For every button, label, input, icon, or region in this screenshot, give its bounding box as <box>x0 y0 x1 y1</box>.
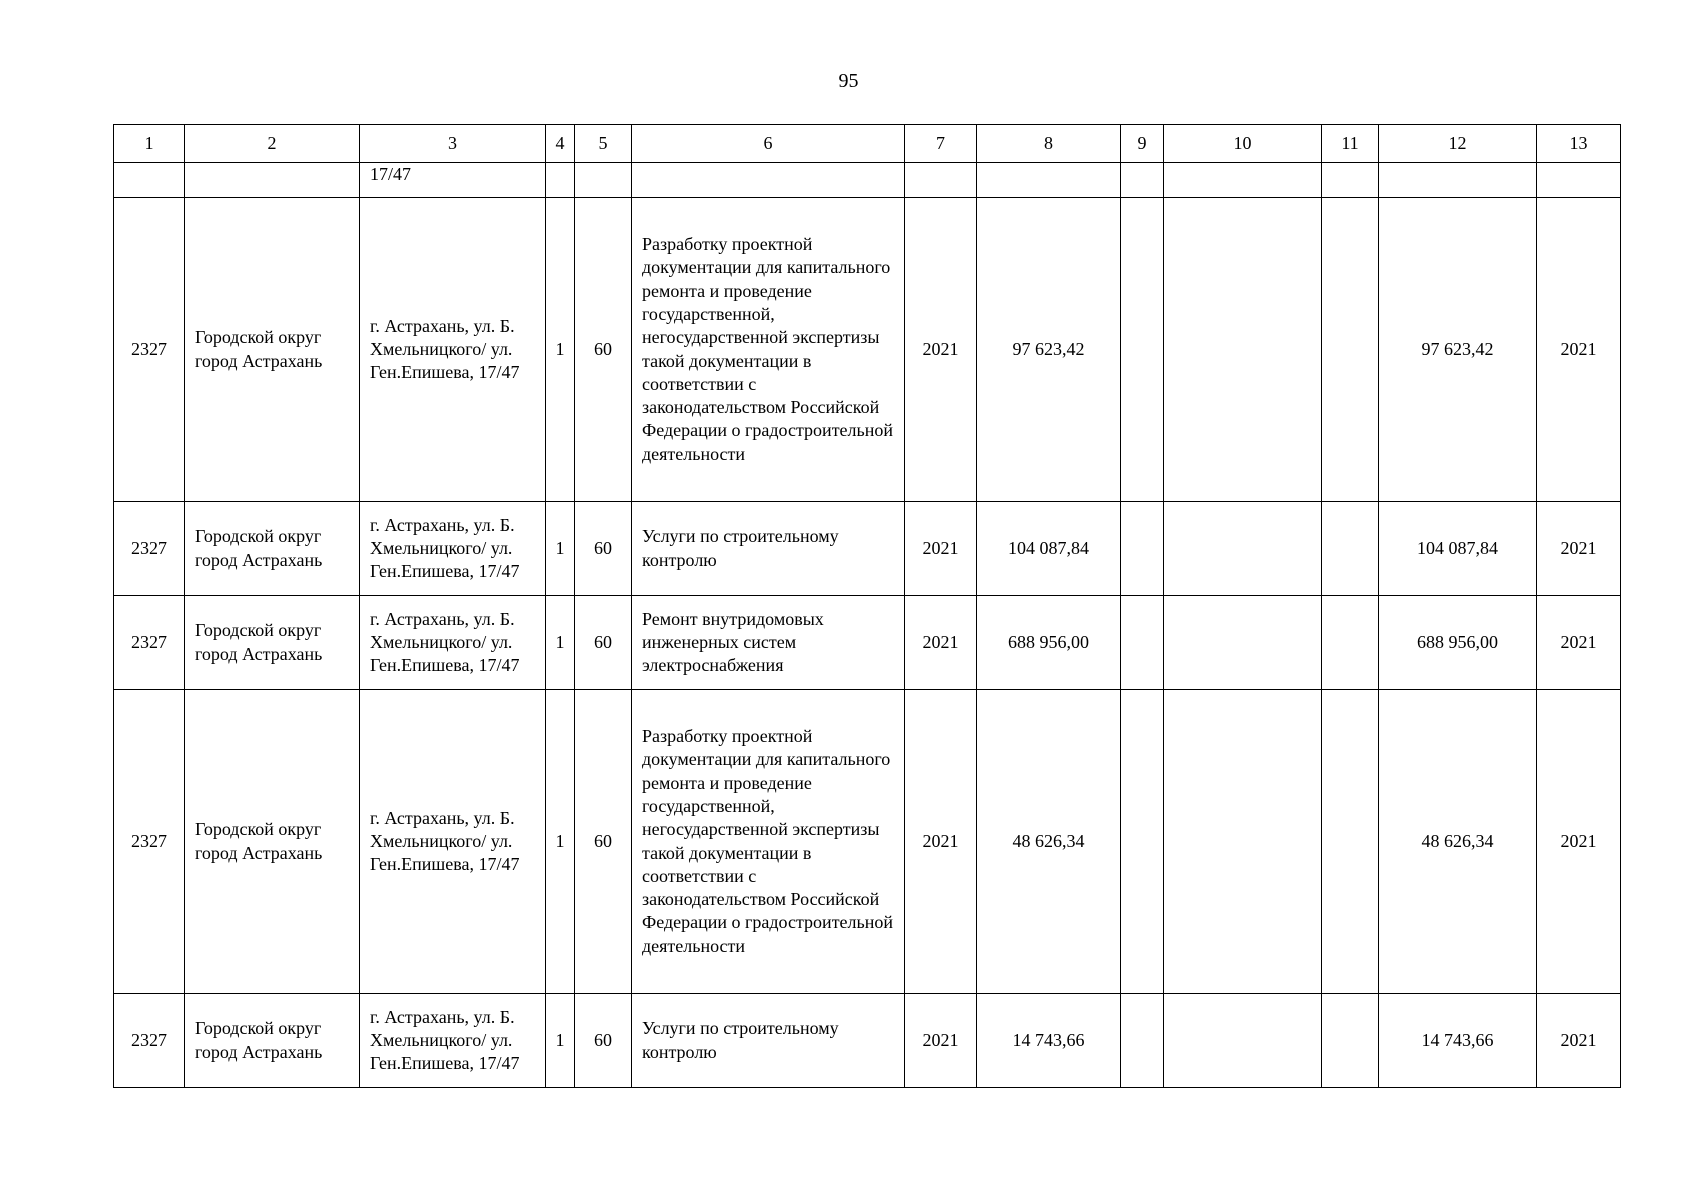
table-cell <box>1121 502 1164 596</box>
amount-cell: 48 626,34 <box>977 690 1121 994</box>
table-cell <box>1164 502 1322 596</box>
table-cell <box>1121 994 1164 1088</box>
table-row <box>114 502 1621 596</box>
header-cell: 6 <box>632 125 905 163</box>
amount-cell: 48 626,34 <box>1379 690 1537 994</box>
table-cell <box>1537 163 1621 198</box>
continuation-row <box>114 163 1621 198</box>
header-cell: 2 <box>185 125 360 163</box>
table-cell: 1 <box>546 994 575 1088</box>
page-number: 95 <box>838 70 859 92</box>
table-row <box>114 596 1621 690</box>
table-row <box>114 994 1621 1088</box>
table-cell <box>1322 690 1379 994</box>
year-cell: 2021 <box>1537 994 1621 1088</box>
address-cell: г. Астрахань, ул. Б. Хмельницкого/ ул. Ген.Епишева, 17/47 <box>360 596 546 690</box>
municipality-cell: Городской округ город Астрахань <box>185 994 360 1088</box>
work-type-cell: Разработку проектной документации для капитального ремонта и проведение государственной, негосударственной экспертизы такой документации в соответствии с законодательством Российской Федерации о градостроительной деятельности <box>632 198 905 502</box>
table-cell <box>1121 198 1164 502</box>
row-number-cell: 2327 <box>114 198 185 502</box>
year-cell: 2021 <box>905 596 977 690</box>
municipality-cell: Городской округ город Астрахань <box>185 596 360 690</box>
header-cell: 4 <box>546 125 575 163</box>
address-cell: г. Астрахань, ул. Б. Хмельницкого/ ул. Ген.Епишева, 17/47 <box>360 690 546 994</box>
table-cell <box>632 163 905 198</box>
table-cell <box>977 163 1121 198</box>
header-cell: 9 <box>1121 125 1164 163</box>
address-cell: г. Астрахань, ул. Б. Хмельницкого/ ул. Ген.Епишева, 17/47 <box>360 502 546 596</box>
year-cell: 2021 <box>905 198 977 502</box>
table-cell: 1 <box>546 596 575 690</box>
table-cell: 60 <box>575 198 632 502</box>
header-cell: 13 <box>1537 125 1621 163</box>
amount-cell: 688 956,00 <box>1379 596 1537 690</box>
amount-cell: 14 743,66 <box>977 994 1121 1088</box>
table-cell <box>1322 163 1379 198</box>
table-cell <box>1121 690 1164 994</box>
header-cell: 12 <box>1379 125 1537 163</box>
table-cell <box>1379 163 1537 198</box>
address-cell: г. Астрахань, ул. Б. Хмельницкого/ ул. Ген.Епишева, 17/47 <box>360 198 546 502</box>
table-cell <box>905 163 977 198</box>
table-cell <box>1121 163 1164 198</box>
row-number-cell: 2327 <box>114 596 185 690</box>
table-cell: 1 <box>546 502 575 596</box>
municipality-cell: Городской округ город Астрахань <box>185 198 360 502</box>
header-row <box>114 125 1621 163</box>
work-type-cell: Услуги по строительному контролю <box>632 502 905 596</box>
table-cell <box>1322 198 1379 502</box>
table-cell <box>1164 994 1322 1088</box>
amount-cell: 97 623,42 <box>1379 198 1537 502</box>
amount-cell: 104 087,84 <box>1379 502 1537 596</box>
header-cell: 3 <box>360 125 546 163</box>
header-cell: 11 <box>1322 125 1379 163</box>
municipality-cell: Городской округ город Астрахань <box>185 690 360 994</box>
year-cell: 2021 <box>1537 690 1621 994</box>
table-cell <box>575 163 632 198</box>
row-number-cell: 2327 <box>114 690 185 994</box>
table-cell <box>1121 596 1164 690</box>
row-number-cell: 2327 <box>114 502 185 596</box>
work-type-cell: Ремонт внутридомовых инженерных систем электроснабжения <box>632 596 905 690</box>
municipality-cell: Городской округ город Астрахань <box>185 502 360 596</box>
table-cell <box>1322 596 1379 690</box>
header-cell: 10 <box>1164 125 1322 163</box>
year-cell: 2021 <box>905 502 977 596</box>
table-cell: 60 <box>575 502 632 596</box>
table-cell <box>185 163 360 198</box>
table-cell <box>546 163 575 198</box>
amount-cell: 14 743,66 <box>1379 994 1537 1088</box>
table-cell <box>1164 198 1322 502</box>
header-cell: 1 <box>114 125 185 163</box>
table-cell <box>1164 596 1322 690</box>
header-cell: 5 <box>575 125 632 163</box>
year-cell: 2021 <box>905 690 977 994</box>
table-cell: 60 <box>575 994 632 1088</box>
table-cell <box>1164 163 1322 198</box>
year-cell: 2021 <box>1537 596 1621 690</box>
year-cell: 2021 <box>905 994 977 1088</box>
table-cell: 60 <box>575 596 632 690</box>
row-number-cell: 2327 <box>114 994 185 1088</box>
table-cell <box>1322 502 1379 596</box>
program-table <box>113 124 1621 1088</box>
year-cell: 2021 <box>1537 198 1621 502</box>
table-cell <box>1164 690 1322 994</box>
address-cell: г. Астрахань, ул. Б. Хмельницкого/ ул. Ген.Епишева, 17/47 <box>360 994 546 1088</box>
table-cell: 1 <box>546 690 575 994</box>
amount-cell: 97 623,42 <box>977 198 1121 502</box>
header-cell: 8 <box>977 125 1121 163</box>
table-row <box>114 690 1621 994</box>
table-cell <box>114 163 185 198</box>
amount-cell: 104 087,84 <box>977 502 1121 596</box>
table-row <box>114 198 1621 502</box>
header-cell: 7 <box>905 125 977 163</box>
work-type-cell: Разработку проектной документации для капитального ремонта и проведение государственной, негосударственной экспертизы такой документации в соответствии с законодательством Российской Федерации о градостроительной деятельности <box>632 690 905 994</box>
table-cell: 60 <box>575 690 632 994</box>
amount-cell: 688 956,00 <box>977 596 1121 690</box>
table-cell: 17/47 <box>360 163 546 198</box>
table-cell: 1 <box>546 198 575 502</box>
table-cell <box>1322 994 1379 1088</box>
year-cell: 2021 <box>1537 502 1621 596</box>
work-type-cell: Услуги по строительному контролю <box>632 994 905 1088</box>
